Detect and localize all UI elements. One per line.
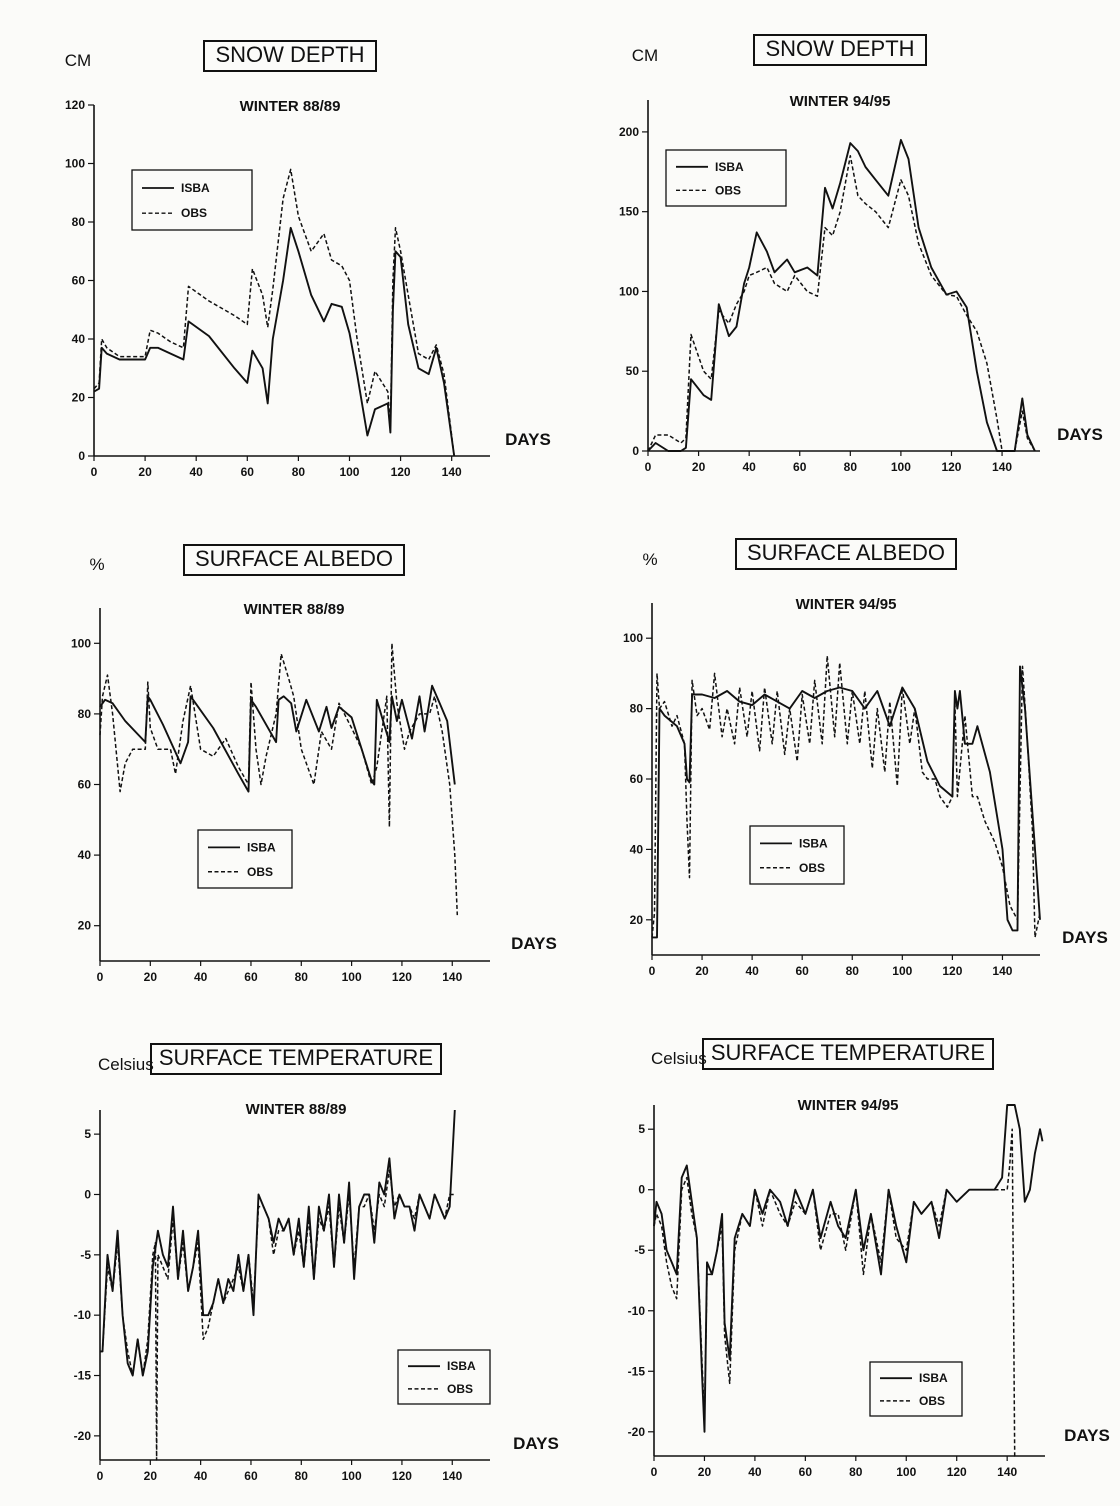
chart-panel	[65, 41, 551, 479]
x-tick-label: 0	[644, 460, 652, 474]
y-axis-label: %	[642, 550, 658, 569]
x-tick-label: 20	[691, 460, 706, 474]
x-tick-label: 60	[798, 1465, 813, 1479]
y-tick-label: 40	[629, 842, 643, 857]
y-tick-label: 100	[618, 284, 639, 299]
y-tick-label: 0	[638, 1182, 645, 1197]
y-tick-label: 60	[71, 273, 85, 288]
chart-subtitle: WINTER 88/89	[243, 601, 345, 618]
series-line-obs	[652, 656, 1040, 938]
y-axis-label: %	[89, 555, 105, 574]
series-line-obs	[100, 1170, 455, 1460]
x-axis-label: DAYS	[511, 934, 557, 953]
legend-label-isba: ISBA	[919, 1371, 948, 1386]
y-tick-label: 100	[70, 636, 91, 651]
y-tick-label: 200	[618, 124, 639, 139]
x-tick-label: 100	[896, 1465, 917, 1479]
x-tick-label: 80	[849, 1465, 863, 1479]
x-tick-label: 60	[795, 964, 809, 978]
x-tick-label: 120	[942, 964, 963, 978]
y-tick-label: -20	[73, 1428, 91, 1443]
chart-subtitle: WINTER 94/95	[795, 596, 897, 613]
x-tick-label: 100	[892, 964, 913, 978]
y-tick-label: -10	[627, 1303, 645, 1318]
chart-title: SURFACE ALBEDO	[194, 546, 394, 571]
y-axis-label: CM	[64, 51, 92, 70]
legend-box	[666, 150, 786, 206]
y-tick-label: 100	[64, 156, 85, 171]
x-tick-label: 40	[742, 460, 756, 474]
legend-label-obs: OBS	[447, 1381, 474, 1396]
chart-subtitle: WINTER 94/95	[797, 1097, 899, 1114]
x-axis-label: DAYS	[1062, 928, 1108, 947]
x-axis-label: DAYS	[505, 430, 551, 449]
x-tick-label: 60	[793, 460, 807, 474]
x-tick-label: 80	[845, 964, 859, 978]
y-tick-label: 120	[64, 98, 85, 112]
x-tick-label: 140	[992, 964, 1013, 978]
x-tick-label: 140	[997, 1465, 1018, 1479]
x-tick-label: 20	[138, 465, 152, 479]
y-tick-label: -15	[627, 1364, 645, 1379]
legend-box	[132, 170, 252, 230]
y-tick-label: 80	[71, 215, 85, 229]
x-tick-label: 20	[695, 964, 709, 978]
y-tick-label: 60	[629, 772, 643, 786]
x-tick-label: 80	[843, 460, 858, 474]
y-tick-label: 40	[71, 332, 85, 346]
chart-panel	[74, 1044, 559, 1483]
x-tick-label: 100	[341, 970, 362, 984]
series-line-isba	[100, 1110, 455, 1376]
legend-label-isba: ISBA	[247, 840, 276, 855]
x-tick-label: 140	[992, 460, 1013, 474]
x-tick-label: 0	[96, 1469, 104, 1483]
y-axis-label: CM	[631, 46, 659, 65]
chart-title: SURFACE TEMPERATURE	[710, 1040, 986, 1065]
legend-label-isba: ISBA	[447, 1359, 476, 1374]
series-line-isba	[648, 140, 1035, 451]
chart-title: SNOW DEPTH	[765, 36, 915, 61]
y-tick-label: 150	[618, 204, 639, 219]
y-tick-label: 5	[84, 1127, 91, 1142]
x-tick-label: 100	[341, 1469, 362, 1483]
legend-label-isba: ISBA	[181, 181, 210, 195]
legend-box	[398, 1350, 490, 1404]
y-tick-label: 60	[77, 777, 91, 792]
x-tick-label: 0	[650, 1465, 658, 1479]
x-tick-label: 20	[697, 1465, 712, 1479]
chart-panel	[619, 35, 1103, 474]
series-line-isba	[654, 1105, 1043, 1432]
y-tick-label: 40	[77, 848, 91, 863]
x-tick-label: 120	[946, 1465, 967, 1479]
series-line-obs	[94, 169, 454, 456]
legend-label-obs: OBS	[919, 1393, 946, 1408]
x-tick-label: 0	[96, 970, 104, 984]
legend-label-obs: OBS	[247, 864, 274, 879]
legend-label-isba: ISBA	[799, 836, 828, 851]
x-tick-label: 40	[748, 1465, 762, 1479]
legend-box	[198, 830, 292, 888]
chart-panel	[623, 539, 1108, 978]
x-axis-label: DAYS	[513, 1434, 559, 1453]
x-tick-label: 60	[244, 1469, 258, 1483]
y-tick-label: -5	[80, 1247, 91, 1262]
chart-title: SNOW DEPTH	[215, 42, 365, 67]
chart-panel	[628, 1039, 1110, 1479]
y-tick-label: -15	[73, 1368, 91, 1383]
series-line-obs	[648, 156, 1035, 451]
y-tick-label: 0	[78, 449, 85, 463]
y-tick-label: -5	[634, 1243, 645, 1258]
x-tick-label: 60	[240, 465, 254, 479]
y-tick-label: 20	[629, 912, 643, 927]
x-tick-label: 40	[193, 970, 208, 984]
x-tick-label: 80	[294, 1469, 308, 1483]
series-line-obs	[100, 643, 457, 915]
legend-label-obs: OBS	[715, 183, 742, 198]
legend-box	[750, 826, 844, 884]
chart-subtitle: WINTER 88/89	[239, 98, 341, 115]
x-tick-label: 20	[143, 970, 158, 984]
y-tick-label: 80	[77, 706, 91, 721]
x-tick-label: 100	[890, 460, 911, 474]
legend-label-obs: OBS	[799, 860, 826, 875]
x-tick-label: 140	[442, 1469, 463, 1483]
y-axis-label: Celsius	[98, 1055, 154, 1074]
x-tick-label: 60	[244, 970, 258, 984]
y-tick-label: 50	[625, 364, 639, 379]
legend-box	[870, 1362, 962, 1416]
y-tick-label: 0	[84, 1187, 91, 1202]
x-tick-label: 120	[390, 465, 411, 479]
x-tick-label: 20	[143, 1469, 158, 1483]
x-axis-label: DAYS	[1057, 425, 1103, 444]
chart-title: SURFACE TEMPERATURE	[158, 1045, 434, 1070]
y-tick-label: 0	[632, 444, 639, 458]
legend-label-isba: ISBA	[715, 159, 744, 174]
x-tick-label: 140	[441, 465, 462, 479]
x-axis-label: DAYS	[1064, 1426, 1110, 1445]
x-tick-label: 100	[339, 465, 360, 479]
chart-title: SURFACE ALBEDO	[746, 540, 946, 565]
y-tick-label: 5	[638, 1122, 645, 1137]
x-tick-label: 80	[294, 970, 308, 984]
x-tick-label: 120	[391, 970, 412, 984]
x-tick-label: 0	[648, 964, 656, 978]
x-tick-label: 0	[90, 465, 98, 479]
y-tick-label: 100	[622, 631, 643, 646]
x-tick-label: 120	[941, 460, 962, 474]
legend-label-obs: OBS	[181, 206, 208, 221]
x-tick-label: 80	[291, 465, 306, 479]
x-tick-label: 140	[442, 970, 463, 984]
chart-subtitle: WINTER 94/95	[789, 93, 891, 110]
x-tick-label: 40	[745, 964, 759, 978]
chart-panel	[71, 545, 557, 984]
y-tick-label: 20	[77, 918, 91, 933]
y-tick-label: -20	[627, 1424, 645, 1439]
y-axis-label: Celsius	[651, 1049, 707, 1068]
x-tick-label: 40	[193, 1469, 208, 1483]
series-line-isba	[652, 666, 1040, 937]
chart-subtitle: WINTER 88/89	[245, 1101, 347, 1118]
x-tick-label: 120	[391, 1469, 412, 1483]
y-tick-label: -10	[73, 1308, 91, 1323]
y-tick-label: 80	[629, 701, 643, 716]
y-tick-label: 20	[71, 390, 85, 405]
x-tick-label: 40	[189, 465, 203, 479]
series-line-obs	[654, 1129, 1017, 1456]
